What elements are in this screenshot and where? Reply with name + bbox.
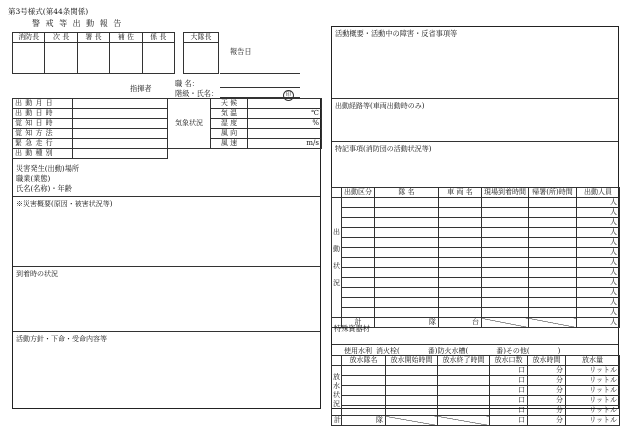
status-cell[interactable] — [482, 198, 529, 208]
status-cell[interactable] — [342, 228, 375, 238]
dispatch-row — [13, 109, 322, 119]
weather-row-label: 湿 度 — [211, 119, 248, 129]
arrival-status-label: 到着時の状況 — [16, 270, 58, 278]
dispatch-row — [13, 149, 322, 159]
route-section[interactable] — [332, 98, 618, 143]
weather-row-value[interactable]: % — [248, 119, 322, 129]
water-port-cell[interactable]: 口 — [490, 366, 528, 376]
water-total-minute[interactable]: 分 — [528, 416, 566, 426]
status-row — [332, 228, 620, 238]
weather-row-value[interactable] — [248, 129, 322, 139]
water-start-cell[interactable] — [386, 366, 438, 376]
water-team-cell[interactable] — [342, 396, 386, 406]
water-source-part: ) — [557, 347, 561, 355]
water-liter-cell[interactable]: リットル — [566, 406, 620, 416]
status-row — [332, 248, 620, 258]
commander-line-1[interactable] — [220, 78, 300, 88]
weather-empty — [168, 149, 322, 159]
status-cell[interactable] — [342, 248, 375, 258]
status-person-cell[interactable]: 人 — [577, 248, 620, 258]
rank-label: 職 名： — [175, 79, 199, 88]
approval-col-label: 次 長 — [45, 33, 77, 43]
dispatch-row — [13, 139, 322, 149]
status-cell[interactable] — [529, 218, 577, 228]
water-col-header: 放水時間 — [528, 356, 566, 366]
status-cell[interactable] — [342, 198, 375, 208]
disaster-summary-label: ※災害概要(原因・被害状況等) — [16, 200, 113, 208]
status-cell[interactable] — [482, 268, 529, 278]
approval-seal-cell[interactable] — [142, 43, 174, 74]
water-total-diag-1 — [386, 416, 438, 426]
weather-row-label: 天 候 — [211, 99, 248, 109]
water-liter-cell[interactable]: リットル — [566, 386, 620, 396]
water-start-cell[interactable] — [386, 406, 438, 416]
dispatch-row-label: 緊 急 走 行 — [13, 139, 73, 149]
occupation-label: 職業(業態) — [16, 174, 51, 183]
status-row — [332, 238, 620, 248]
captain-box — [183, 32, 219, 74]
status-cell[interactable] — [482, 238, 529, 248]
status-cell[interactable] — [482, 228, 529, 238]
water-minute-cell[interactable]: 分 — [528, 366, 566, 376]
status-row — [332, 298, 620, 308]
status-row — [332, 258, 620, 268]
water-source-part: 番)防火水槽( — [427, 347, 469, 355]
status-person-cell[interactable]: 人 — [577, 298, 620, 308]
activity-summary-section[interactable] — [332, 27, 618, 102]
dispatch-row — [13, 129, 322, 139]
special-notes-section[interactable] — [332, 141, 618, 188]
status-cell[interactable] — [439, 228, 482, 238]
activity-summary-label: 活動概要・活動中の障害・反省事項等 — [335, 29, 458, 38]
water-status-table — [331, 355, 620, 426]
status-cell[interactable] — [375, 208, 439, 218]
water-end-cell[interactable] — [438, 366, 490, 376]
dispatch-weather-table — [12, 98, 322, 159]
status-cell[interactable] — [529, 198, 577, 208]
status-cell[interactable] — [342, 288, 375, 298]
weather-row-label: 風 向 — [211, 129, 248, 139]
approval-seal-cell[interactable] — [77, 43, 109, 74]
weather-row-label: 気 温 — [211, 109, 248, 119]
status-cell[interactable] — [529, 288, 577, 298]
water-side-head — [332, 356, 342, 366]
status-col-header: 隊 名 — [375, 188, 439, 198]
status-cell[interactable] — [439, 288, 482, 298]
status-total-diag-2 — [529, 318, 577, 328]
dispatch-row-value[interactable] — [73, 139, 168, 149]
status-cell[interactable] — [375, 218, 439, 228]
water-total-team[interactable]: 隊 — [342, 416, 386, 426]
water-source-part: 使用水利 — [344, 347, 372, 355]
status-cell[interactable] — [529, 268, 577, 278]
report-date-label: 報告日 — [230, 47, 252, 56]
water-liter-cell[interactable]: リットル — [566, 366, 620, 376]
weather-row-value[interactable]: ℃ — [248, 109, 322, 119]
water-team-cell[interactable] — [342, 406, 386, 416]
status-cell[interactable] — [439, 208, 482, 218]
status-cell[interactable] — [375, 228, 439, 238]
status-row — [332, 198, 620, 208]
water-side-char: 況 — [333, 399, 340, 408]
status-cell[interactable] — [439, 218, 482, 228]
disaster-summary-section[interactable] — [13, 196, 320, 266]
status-person-cell[interactable]: 人 — [577, 198, 620, 208]
left-form-frame — [12, 98, 321, 409]
water-row — [332, 406, 620, 416]
status-cell[interactable] — [529, 208, 577, 218]
water-source-part: 番)その他( — [496, 347, 530, 355]
water-col-header: 放水開始時間 — [386, 356, 438, 366]
status-side-char: 状 — [333, 261, 340, 270]
status-cell[interactable] — [342, 238, 375, 248]
right-form-frame — [331, 26, 619, 424]
water-end-cell[interactable] — [438, 376, 490, 386]
water-port-cell[interactable]: 口 — [490, 376, 528, 386]
status-col-header: 帰署(所)時間 — [529, 188, 577, 198]
special-notes-label: 特記事項(消防団の活動状況等) — [335, 145, 432, 153]
water-minute-cell[interactable]: 分 — [528, 386, 566, 396]
status-person-cell[interactable]: 人 — [577, 288, 620, 298]
form-number: 第3号様式(第44条関係) — [8, 7, 89, 16]
status-total-team[interactable]: 隊 — [375, 318, 439, 328]
status-row — [332, 288, 620, 298]
approval-seal-cell[interactable] — [110, 43, 142, 74]
dispatch-row-value[interactable] — [73, 129, 168, 139]
status-cell[interactable] — [375, 248, 439, 258]
water-team-cell[interactable] — [342, 366, 386, 376]
status-person-cell[interactable]: 人 — [577, 208, 620, 218]
dispatch-row-label: 覚 知 日 時 — [13, 119, 73, 129]
water-side-char: 放 — [333, 372, 340, 381]
commander-label: 指揮者 — [130, 84, 152, 93]
status-person-cell[interactable]: 人 — [577, 218, 620, 228]
status-total-diag-1 — [482, 318, 529, 328]
status-cell[interactable] — [482, 308, 529, 318]
status-cell[interactable] — [482, 208, 529, 218]
dispatch-row — [13, 99, 322, 109]
status-cell[interactable] — [439, 238, 482, 248]
water-port-cell[interactable]: 口 — [490, 386, 528, 396]
approval-seal-cell[interactable] — [13, 43, 45, 74]
captain-label: 大隊長 — [184, 33, 219, 43]
status-cell[interactable] — [439, 308, 482, 318]
status-cell[interactable] — [482, 218, 529, 228]
water-side-char: 水 — [333, 381, 340, 390]
water-start-cell[interactable] — [386, 396, 438, 406]
arrival-status-section[interactable] — [13, 266, 320, 331]
dispatch-row-label: 覚 知 方 法 — [13, 129, 73, 139]
water-side-label — [332, 366, 342, 416]
water-total-row — [332, 416, 620, 426]
status-side-head — [332, 188, 342, 198]
approval-seal-cell[interactable] — [45, 43, 77, 74]
status-cell[interactable] — [482, 258, 529, 268]
water-port-cell[interactable]: 口 — [490, 406, 528, 416]
status-person-cell[interactable]: 人 — [577, 308, 620, 318]
dispatch-row-value[interactable] — [73, 149, 168, 159]
status-cell[interactable] — [529, 298, 577, 308]
status-cell[interactable] — [439, 278, 482, 288]
approval-col-label: 署 長 — [77, 33, 109, 43]
status-person-cell[interactable]: 人 — [577, 268, 620, 278]
water-total-port[interactable]: 口 — [490, 416, 528, 426]
water-source-part: 消火栓( — [376, 347, 400, 355]
special-equipment-label: 特殊資器材 — [334, 324, 370, 333]
status-cell[interactable] — [375, 298, 439, 308]
water-side-char: 状 — [333, 390, 340, 399]
status-total-vehicle[interactable]: 台 — [439, 318, 482, 328]
weather-row-value[interactable]: m/s — [248, 139, 322, 149]
status-cell[interactable] — [375, 258, 439, 268]
status-cell[interactable] — [342, 218, 375, 228]
status-col-header: 出動人員 — [577, 188, 620, 198]
status-cell[interactable] — [529, 278, 577, 288]
status-side-char: 動 — [333, 244, 340, 253]
dispatch-status-table — [331, 187, 620, 328]
weather-group-label: 気象状況 — [168, 99, 211, 149]
status-side-char: 況 — [333, 278, 340, 287]
status-side-char: 出 — [333, 227, 340, 236]
water-start-cell[interactable] — [386, 386, 438, 396]
dispatch-row-value[interactable] — [73, 119, 168, 129]
dispatch-row — [13, 119, 322, 129]
site-block — [13, 162, 320, 196]
status-total-label: 計 — [342, 318, 375, 328]
status-cell[interactable] — [439, 298, 482, 308]
water-liter-cell[interactable]: リットル — [566, 376, 620, 386]
water-col-header: 放水量 — [566, 356, 620, 366]
status-row — [332, 218, 620, 228]
status-row — [332, 268, 620, 278]
water-minute-cell[interactable]: 分 — [528, 376, 566, 386]
status-cell[interactable] — [375, 268, 439, 278]
dispatch-row-label: 出 動 日 時 — [13, 109, 73, 119]
dispatch-row-value[interactable] — [73, 109, 168, 119]
water-col-header: 放水終了時間 — [438, 356, 490, 366]
status-cell[interactable] — [439, 198, 482, 208]
status-cell[interactable] — [375, 308, 439, 318]
status-cell[interactable] — [342, 268, 375, 278]
dispatch-row-value[interactable] — [73, 99, 168, 109]
status-cell[interactable] — [482, 288, 529, 298]
status-cell[interactable] — [529, 258, 577, 268]
status-total-person[interactable]: 人 — [577, 318, 620, 328]
water-team-cell[interactable] — [342, 386, 386, 396]
dispatch-row-label: 出 動 月 日 — [13, 99, 73, 109]
activity-policy-label: 活動方針・下命・受命内容等 — [16, 335, 107, 343]
status-cell[interactable] — [375, 198, 439, 208]
water-liter-cell[interactable]: リットル — [566, 396, 620, 406]
route-label: 出動経路等(車両出動時のみ) — [335, 102, 425, 110]
water-row — [332, 386, 620, 396]
status-cell[interactable] — [529, 238, 577, 248]
water-start-cell[interactable] — [386, 376, 438, 386]
water-total-liter[interactable]: リットル — [566, 416, 620, 426]
status-person-cell[interactable]: 人 — [577, 238, 620, 248]
water-row — [332, 376, 620, 386]
status-cell[interactable] — [342, 308, 375, 318]
status-cell[interactable] — [482, 298, 529, 308]
water-total-label: 計 — [332, 416, 342, 426]
status-row — [332, 208, 620, 218]
status-person-cell[interactable]: 人 — [577, 278, 620, 288]
water-row — [332, 366, 620, 376]
status-cell[interactable] — [342, 258, 375, 268]
status-col-header: 出動区分 — [342, 188, 375, 198]
water-end-cell[interactable] — [438, 386, 490, 396]
water-col-header: 放水隊名 — [342, 356, 386, 366]
status-person-cell[interactable]: 人 — [577, 258, 620, 268]
status-col-header: 車 両 名 — [439, 188, 482, 198]
person-label: 氏名(名称)・年齢 — [16, 184, 72, 193]
status-cell[interactable] — [375, 288, 439, 298]
status-cell[interactable] — [342, 298, 375, 308]
water-end-cell[interactable] — [438, 396, 490, 406]
status-cell[interactable] — [439, 248, 482, 258]
status-row — [332, 308, 620, 318]
approval-col-label: 消防長 — [13, 33, 45, 43]
status-cell[interactable] — [342, 208, 375, 218]
status-row — [332, 278, 620, 288]
status-side-label — [332, 198, 342, 318]
seal-glyph: 印 — [283, 90, 294, 101]
approval-col-label: 係 長 — [142, 33, 174, 43]
name-label: 階級・氏名： — [175, 89, 219, 98]
status-cell[interactable] — [375, 278, 439, 288]
status-cell[interactable] — [375, 238, 439, 248]
weather-row-value[interactable] — [248, 99, 322, 109]
water-port-cell[interactable]: 口 — [490, 396, 528, 406]
status-cell[interactable] — [482, 248, 529, 258]
status-cell[interactable] — [529, 248, 577, 258]
activity-policy-section[interactable] — [13, 331, 320, 408]
weather-row-label: 風 速 — [211, 139, 248, 149]
status-cell[interactable] — [439, 268, 482, 278]
captain-seal-cell[interactable] — [184, 43, 219, 74]
status-cell[interactable] — [439, 258, 482, 268]
water-total-diag-2 — [438, 416, 490, 426]
status-person-cell[interactable]: 人 — [577, 228, 620, 238]
report-date-line[interactable] — [220, 62, 300, 74]
approval-col-label: 補 佐 — [110, 33, 142, 43]
water-minute-cell[interactable]: 分 — [528, 406, 566, 416]
water-col-header: 放水口数 — [490, 356, 528, 366]
status-cell[interactable] — [342, 278, 375, 288]
status-total-row — [332, 318, 620, 328]
form-title: 警 戒 等 出 動 報 告 — [32, 19, 123, 28]
status-cell[interactable] — [529, 228, 577, 238]
approval-table — [12, 32, 175, 74]
status-col-header: 現場到着時間 — [482, 188, 529, 198]
water-team-cell[interactable] — [342, 376, 386, 386]
location-label: 災害発生(出動)場所 — [16, 164, 80, 173]
water-end-cell[interactable] — [438, 406, 490, 416]
status-cell[interactable] — [482, 278, 529, 288]
special-equipment-field[interactable] — [332, 334, 618, 345]
dispatch-row-label: 出 動 種 別 — [13, 149, 73, 159]
water-minute-cell[interactable]: 分 — [528, 396, 566, 406]
water-row — [332, 396, 620, 406]
status-cell[interactable] — [529, 308, 577, 318]
